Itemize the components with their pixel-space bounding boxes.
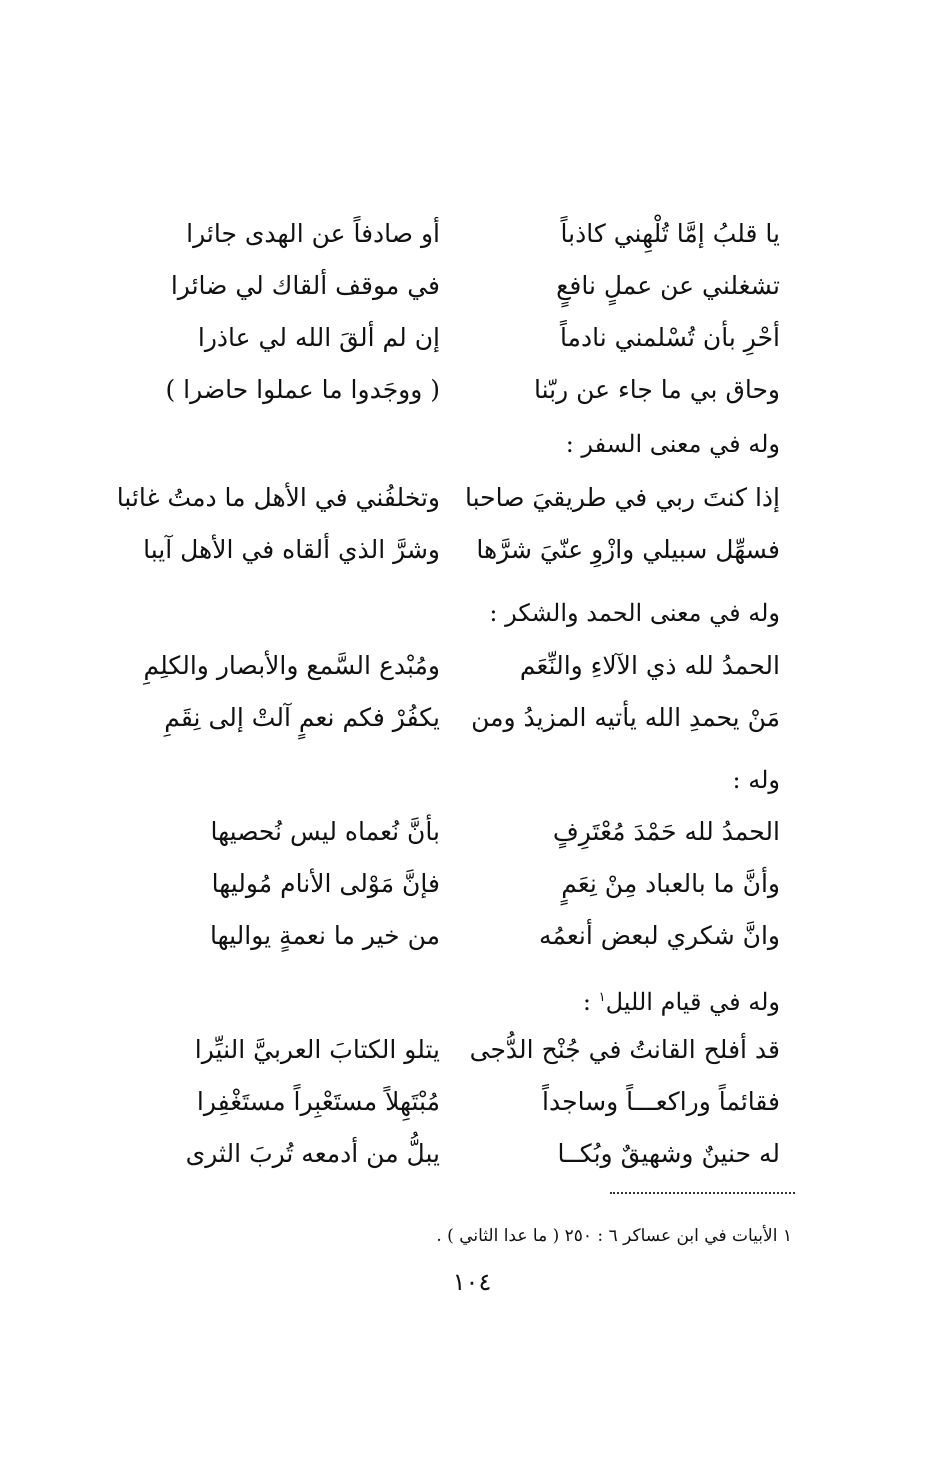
- page-number: ١٠٤: [452, 1268, 492, 1296]
- verse-second-hemistich: يبلُّ من أدمعه تُربَ الثرى: [185, 1139, 440, 1168]
- heading-text: وله في قيام الليل: [605, 988, 780, 1016]
- verse-second-hemistich: مُبْتَهِلاً مستَعْبِراً مستَغْفِرا: [196, 1087, 440, 1116]
- verse-first-hemistich: له حنينٌ وشهيقٌ وبُكــا: [557, 1139, 780, 1168]
- poem-night-prayer: [130, 1024, 780, 1180]
- verse-second-hemistich: من خير ما نعمةٍ يواليها: [209, 921, 440, 950]
- section-heading-travel: وله في معنى السفر :: [565, 430, 780, 458]
- verse: [130, 692, 780, 744]
- section-heading-night-prayer: [583, 978, 780, 1022]
- verse-first-hemistich: مَنْ يحمدِ الله يأتيه المزيدُ ومن: [471, 703, 780, 732]
- verse-second-hemistich: يكفُرْ فكم نعمٍ آلتْ إلى نِقَمِ: [164, 703, 440, 732]
- verse-first-hemistich: تشغلني عن عملٍ نافعٍ: [556, 271, 780, 300]
- poem-gratitude: [130, 806, 780, 962]
- verse-second-hemistich: في موقف ألقاك لي ضائرا: [170, 271, 440, 300]
- verse-first-hemistich: الحمدُ لله ذي الآلاءِ والنِّعَم: [519, 651, 780, 680]
- verse: [130, 1128, 780, 1180]
- verse: [130, 1024, 780, 1076]
- section-heading-his: وله :: [732, 766, 780, 794]
- verse-first-hemistich: وانَّ شكري لبعض أنعمُه: [538, 921, 780, 950]
- verse: [130, 208, 780, 260]
- verse-first-hemistich: وحاق بي ما جاء عن ربّنا: [533, 375, 780, 404]
- verse: [130, 858, 780, 910]
- verse-first-hemistich: وأنَّ ما بالعباد مِنْ نِعَمٍ: [561, 869, 780, 898]
- verse-second-hemistich: ( ووجَدوا ما عملوا حاضرا ): [165, 375, 440, 404]
- verse-second-hemistich: بأنَّ نُعماه ليس نُحصيها: [210, 817, 440, 846]
- section-heading-praise: وله في معنى الحمد والشكر :: [489, 599, 780, 627]
- footnote: ١ الأبيات في ابن عساكر ٦ : ٢٥٠ ( ما عدا الثاني ) .: [436, 1226, 792, 1246]
- verse-second-hemistich: فإنَّ مَوْلى الأنام مُوليها: [211, 869, 440, 898]
- verse: [130, 1076, 780, 1128]
- verse-first-hemistich: أحْرِ بأن تُسْلمني نادماً: [559, 323, 780, 352]
- verse: [130, 260, 780, 312]
- verse-first-hemistich: قد أفلح القانتُ في جُنْح الدُّجى: [469, 1035, 780, 1064]
- verse-second-hemistich: أو صادفاً عن الهدى جائرا: [186, 219, 440, 248]
- verse-first-hemistich: الحمدُ لله حَمْدَ مُعْتَرِفٍ: [552, 817, 780, 846]
- verse: [130, 910, 780, 962]
- poem-hands-heart: [130, 208, 780, 416]
- verse: [130, 524, 780, 576]
- poem-travel: [116, 472, 780, 576]
- verse-first-hemistich: إذا كنتَ ربي في طريقيَ صاحبا: [464, 483, 780, 512]
- verse: [130, 640, 780, 692]
- verse-second-hemistich: يتلو الكتابَ العربيَّ النيِّرا: [194, 1035, 440, 1064]
- footnote-marker: ١: [598, 990, 606, 1005]
- verse: [130, 806, 780, 858]
- verse: [130, 364, 780, 416]
- footnote-divider: [610, 1192, 795, 1194]
- verse: [130, 312, 780, 364]
- poem-praise: [130, 640, 780, 744]
- verse-first-hemistich: فقائماً وراكعـــاً وساجداً: [542, 1087, 780, 1116]
- verse: [116, 472, 780, 524]
- verse-second-hemistich: وتخلفُني في الأهل ما دمتُ غائبا: [116, 483, 440, 512]
- heading-colon: :: [582, 988, 599, 1016]
- verse-second-hemistich: إن لم ألقَ الله لي عاذرا: [197, 323, 440, 352]
- verse-first-hemistich: يا قلبُ إمَّا تُلْهِني كاذباً: [560, 219, 780, 248]
- verse-second-hemistich: ومُبْدع السَّمع والأبصار والكلِمِ: [143, 651, 440, 680]
- verse-second-hemistich: وشرَّ الذي ألقاه في الأهل آيبا: [143, 535, 440, 564]
- verse-first-hemistich: فسهِّل سبيلي وازْوِ عنّيَ شرَّها: [476, 535, 780, 564]
